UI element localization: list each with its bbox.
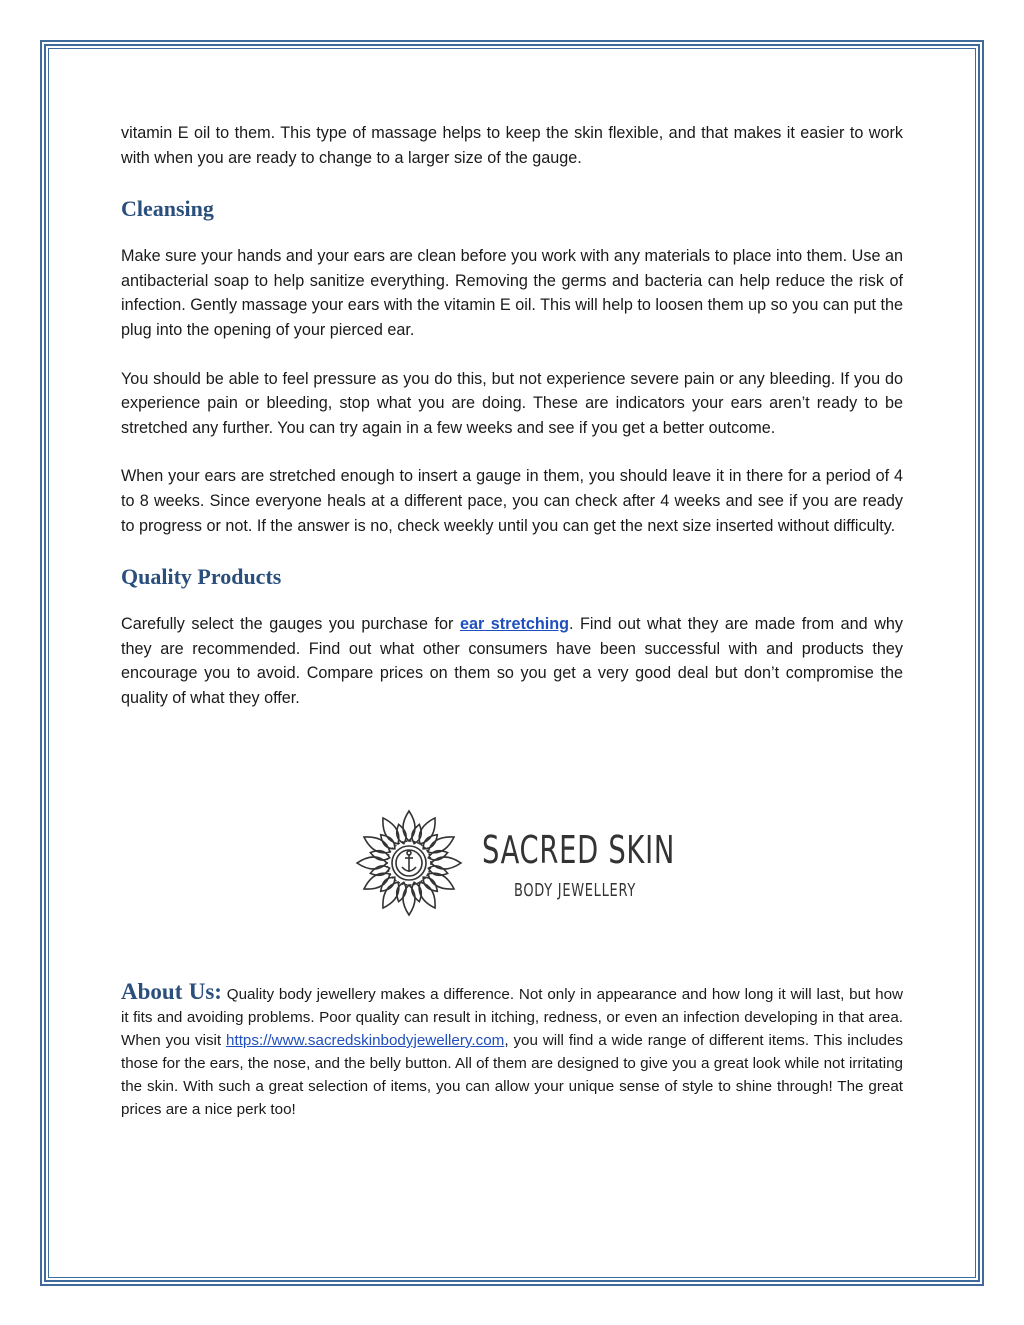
about-us-heading: About Us:	[121, 979, 222, 1004]
quality-paragraph	[121, 612, 903, 710]
about-text-before-link: Quality body jewellery makes a difference. Not only in appearance and how long it will last, but how it fits and avoiding problems. Poor quality can result in itching, redness, or even an infection developing in that area. When you visit	[121, 986, 903, 1049]
logo-wordmark: SACRED SKIN	[482, 828, 676, 872]
about-us-paragraph	[121, 980, 903, 1121]
sacred-skin-logo	[350, 808, 680, 900]
cleansing-paragraph-3: When your ears are stretched enough to insert a gauge in them, you should leave it in there for a period of 4 to 8 weeks. Since everyone heals at a different pace, you can check after 4 weeks and see if you are ready to progress or not. If the answer is no, check weekly until you can get the next size inserted without difficulty.	[121, 467, 903, 535]
cleansing-heading: Cleansing	[121, 196, 214, 222]
cleansing-paragraph-2: You should be able to feel pressure as you do this, but not experience severe pain or any bleeding. If you do experience pain or bleeding, stop what you are doing. These are indicators your ears aren’t ready to be stretched any further. You can try again in a few weeks and see if you get a better outcome.	[121, 369, 903, 437]
quality-products-heading: Quality Products	[121, 564, 282, 590]
document-body	[121, 121, 903, 711]
quality-text-before-link: Carefully select the gauges you purchase for	[121, 615, 460, 634]
quality-text-after-link: . Find out what they are made from and why they are recommended. Find out what other consumers have been successful with and products they encourage you to avoid. Compare prices on them so you get a very good deal but don’t compromise the quality of what they offer.	[121, 615, 903, 707]
about-text-after-link: , you will find a wide range of different items. This includes those for the ears, the nose, and the belly button. All of them are designed to give you a great look while not irritating the skin. With such a great selection of items, you can allow your unique sense of style to shine through! The great prices are a nice perk too!	[121, 1032, 903, 1118]
intro-paragraph: vitamin E oil to them. This type of massage helps to keep the skin flexible, and that makes it easier to work with when you are ready to change to a larger size of the gauge.	[121, 124, 903, 167]
logo-tagline: BODY JEWELLERY	[514, 880, 636, 901]
mandala-anchor-icon	[350, 808, 468, 918]
ear-stretching-link[interactable]: ear stretching	[459, 615, 570, 634]
website-link[interactable]: https://www.sacredskinbodyjewellery.com	[226, 1032, 505, 1049]
cleansing-paragraph-1: Make sure your hands and your ears are clean before you work with any materials to place into them. Use an antibacterial soap to help sanitize everything. Removing the germs and bacteria can help reduce the risk of infection. Gently massage your ears with the vitamin E oil. This will help to loosen them up so you can put the plug into the opening of your pierced ear.	[121, 247, 903, 339]
